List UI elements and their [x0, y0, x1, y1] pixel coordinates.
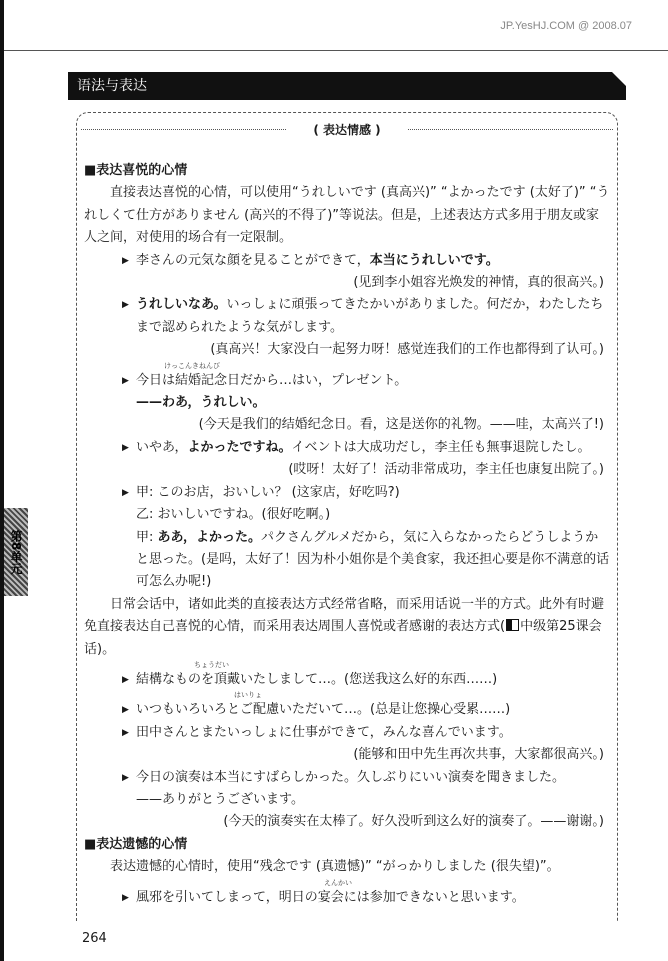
page-number: 264	[82, 931, 107, 946]
ruby: はいりょ	[234, 691, 262, 700]
translation: (见到李小姐容光焕发的神情，真的很高兴。)	[353, 275, 604, 291]
box-title-label: ( 表达情感 )	[309, 123, 384, 137]
folded-corner	[612, 72, 626, 86]
bullet-icon: ▶	[122, 674, 129, 685]
ruby: えんかい	[324, 878, 352, 887]
paragraph-text: 中级第25课会话)。	[84, 619, 602, 657]
watermark: JP.YesHJ.COM @ 2008.07	[500, 20, 632, 32]
bullet-icon: ▶	[122, 727, 129, 738]
section-heading-joy: ■表达喜悦的心情	[84, 163, 188, 178]
dialogue	[84, 482, 610, 504]
example-bold: よかったですね。	[187, 439, 292, 455]
dialogue-line: 甲: このお店，おいしい？ (这家店，好吃吗?)	[136, 484, 400, 500]
paragraph: 直接表达喜悦的心情，可以使用“うれしいです (真高兴)” “よかったです (太好了)” “うれしくて仕方がありません (高兴的不得了)”等说法。但是，上述表达方式多用于朋友或家人之间，对使用的场合有一定限制。	[84, 185, 610, 246]
speaker: 甲:	[136, 529, 158, 545]
paragraph	[84, 594, 610, 661]
section-heading-regret: ■表达遗憾的心情	[84, 836, 188, 852]
bullet-icon: ▶	[122, 255, 129, 266]
example	[84, 294, 610, 339]
example-text: 李さんの元気な顔を見ることができて，	[136, 252, 370, 268]
example-text: 風邪を引いてしまって，明日の宴会には参加できないと思います。	[136, 889, 525, 905]
example-text: イベントは大成功だし，李主任も無事退院したし。	[291, 439, 591, 455]
bullet-icon: ▶	[122, 487, 129, 498]
bullet-icon: ▶	[122, 892, 129, 903]
example-text: いっしょに頑張ってきたかいがありました。何だか，わたしたちまで認められたような気がします。	[136, 297, 604, 335]
translation: (真高兴！大家没白一起努力呀！感觉连我们的工作也都得到了认可。)	[210, 342, 604, 358]
bullet-icon: ▶	[122, 375, 129, 386]
example	[84, 722, 610, 744]
section-bar-title: 语法与表达	[77, 78, 147, 94]
example-bold: ああ，よかった。	[157, 529, 261, 545]
example	[84, 879, 610, 909]
example-text: 結構なものを頂戴いたしまして…。(您送我这么好的东西……)	[136, 671, 498, 687]
section-bar	[68, 72, 626, 100]
example-reply: ——ありがとうございます。	[136, 791, 304, 807]
paragraph: 表达遗憾的心情时，使用“残念です (真遗憾)” “がっかりしました (很失望)”。	[110, 859, 560, 875]
example-bold: うれしいなあ。	[136, 297, 227, 313]
example	[84, 362, 610, 392]
example-text: いつもいろいろとご配慮いただいて…。(总是让您操心受累……)	[136, 702, 511, 718]
main-content	[84, 160, 610, 909]
ruby: けっこんきねんび	[164, 361, 220, 370]
bullet-icon: ▶	[122, 442, 129, 453]
ruby: ちょうだい	[194, 660, 229, 669]
example	[84, 437, 610, 459]
example	[84, 691, 610, 721]
paragraph-text: 日常会话中，诸如此类的直接表达方式经常省略，而采用话说一半的方式。此外有时避免直接表达自己喜悦的心情，而采用表达周围人喜悦或者感谢的表达方式(	[84, 596, 605, 635]
example-text: 今日の演奏は本当にすばらしかった。久しぶりにいい演奏を聞きました。	[136, 769, 566, 785]
example	[84, 250, 610, 272]
example-reply: ——わあ，うれしい。	[136, 395, 266, 411]
translation: (今天是我们的结婚纪念日。看，这是送你的礼物。——哇，太高兴了!)	[198, 417, 604, 433]
book-icon	[506, 619, 519, 631]
example-text: パクさんグルメだから，気に入らなかったらどうしようかと思った。(是吗，太好了！因为朴小姐你是个美食家，我还担心要是你不满意的话可怎么办呢!)	[136, 529, 610, 590]
example-text: 今日は結婚記念日だから…はい，プレゼント。	[136, 372, 408, 388]
header-rule	[4, 50, 668, 51]
example-text: いやあ，	[136, 439, 188, 455]
bullet-icon: ▶	[122, 705, 129, 716]
dialogue-line	[84, 527, 610, 594]
example-bold: 本当にうれしいです。	[369, 252, 499, 268]
dialogue-line: 乙: おいしいですね。(很好吃啊。)	[136, 507, 331, 523]
unit-side-tab: 第8单元	[4, 508, 28, 596]
bullet-icon: ▶	[122, 300, 129, 311]
translation: (哎呀！太好了！活动非常成功，李主任也康复出院了。)	[288, 462, 604, 478]
example	[84, 661, 610, 691]
bullet-icon: ▶	[122, 772, 129, 783]
translation: (今天的演奏实在太棒了。好久没听到这么好的演奏了。——谢谢。)	[223, 814, 604, 830]
translation: (能够和田中先生再次共事，大家都很高兴。)	[353, 747, 604, 763]
example	[84, 767, 610, 789]
example-text: 田中さんとまたいっしょに仕事ができて，みんな喜んでいます。	[136, 724, 512, 740]
box-title	[77, 121, 617, 138]
scan-edge	[0, 0, 4, 961]
